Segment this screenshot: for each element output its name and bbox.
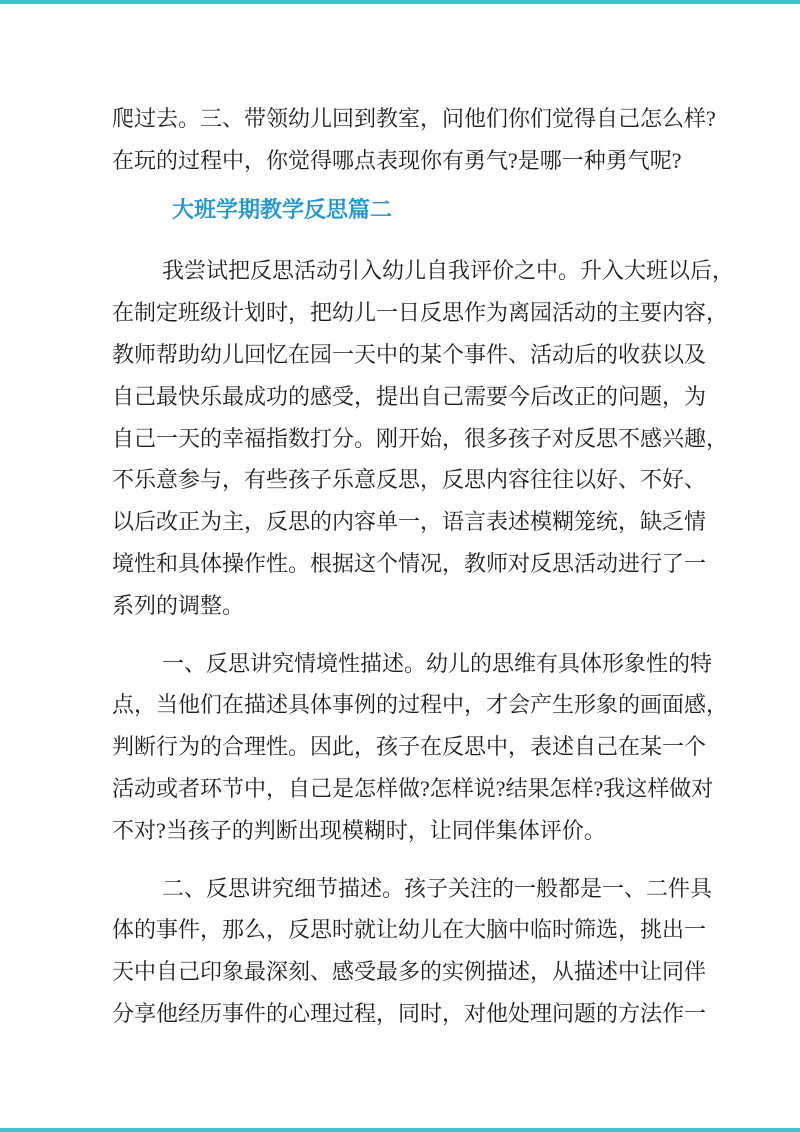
text-line: 活动或者环节中，自己是怎样做?怎样说?结果怎样?我这样做对 — [112, 775, 714, 801]
text-line: 判断行为的合理性。因此，孩子在反思中，表述自己在某一个 — [112, 734, 707, 760]
text-line: 我尝试把反思活动引入幼儿自我评价之中。升入大班以后， — [162, 258, 735, 284]
paragraph — [112, 643, 729, 852]
text-line: 自己一天的幸福指数打分。刚开始，很多孩子对反思不感兴趣， — [112, 425, 729, 451]
paragraph — [112, 868, 712, 1035]
text-line: 体的事件，那么，反思时就让幼儿在大脑中临时筛选，挑出一 — [112, 917, 707, 943]
text-line: 在制定班级计划时，把幼儿一日反思作为离园活动的主要内容， — [112, 300, 729, 326]
document-content — [112, 98, 735, 1035]
text-line: 分享他经历事件的心理过程，同时，对他处理问题的方法作一 — [112, 1000, 707, 1026]
page-top-border — [0, 0, 800, 4]
text-line: 在玩的过程中，你觉得哪点表现你有勇气?是哪一种勇气呢? — [112, 147, 682, 173]
text-line: 一、反思讲究情境性描述。幼儿的思维有具体形象性的特 — [162, 650, 713, 676]
text-line: 二、反思讲究细节描述。孩子关注的一般都是一、二件具 — [162, 875, 713, 901]
section-heading — [112, 189, 712, 231]
page-bottom-border — [0, 1128, 800, 1132]
paragraph — [112, 98, 716, 182]
text-line: 点，当他们在描述具体事例的过程中，才会产生形象的画面感， — [112, 692, 729, 718]
text-line: 以后改正为主，反思的内容单一，语言表述模糊笼统，缺乏情 — [112, 509, 707, 535]
text-line: 教师帮助幼儿回忆在园一天中的某个事件、活动后的收获以及 — [112, 341, 707, 367]
text-line: 爬过去。三、带领幼儿回到教室，问他们你们觉得自己怎么样? — [112, 106, 716, 131]
text-line: 系列的调整。 — [112, 592, 245, 618]
text-line: 不对?当孩子的判断出现模糊时，让同伴集体评价。 — [112, 817, 606, 843]
text-line: 不乐意参与，有些孩子乐意反思，反思内容往往以好、不好、 — [112, 467, 707, 493]
text-line: 天中自己印象最深刻、感受最多的实例描述，从描述中让同伴 — [112, 959, 707, 985]
heading-text: 大班学期教学反思篇二 — [172, 196, 393, 222]
text-line: 自己最快乐最成功的感受，提出自己需要今后改正的问题，为 — [112, 383, 707, 409]
text-line: 境性和具体操作性。根据这个情况，教师对反思活动进行了一 — [112, 550, 707, 576]
paragraph — [112, 250, 735, 626]
